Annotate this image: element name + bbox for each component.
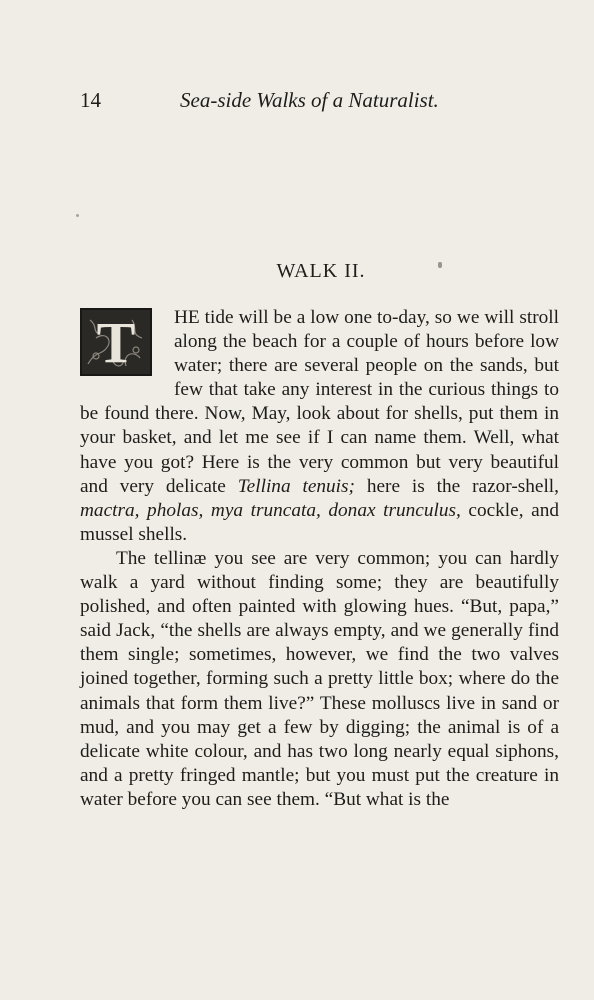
- paragraph-1-text-b: here is the razor-shell,: [354, 475, 559, 497]
- paper-speck: [76, 214, 79, 217]
- body-text: [80, 306, 559, 812]
- species-name: Tellina tenuis;: [237, 475, 355, 497]
- drop-cap: [80, 308, 162, 380]
- page-header: [80, 88, 560, 118]
- paragraph-1: [80, 306, 559, 547]
- page-number: 14: [80, 88, 101, 112]
- paragraph-1-text-a: HE tide will be a low one to-day, so we will stroll along the beach for a couple of hours before low water; there are several people on the sands, but few that take any interest in the curious things to be found there. Now, May, look about for shells, put them in your basket, and let me see if I can name them. Well, what have you got? Here is the very common but very beautiful and very delicate: [80, 307, 559, 497]
- chapter-title: WALK II.: [276, 260, 366, 282]
- species-list: mactra, pholas, mya truncata, donax trunculus,: [80, 499, 461, 521]
- paragraph-2: The tellinæ you see are very common; you can hardly walk a yard without finding some; they are beautifully polished, and often painted with glowing hues. “But, papa,” said Jack, “the shells are always empty, and we generally find them single; sometimes, however, we find the two valves joined together, forming such a pretty little box; where do the animals that form them live?” These molluscs live in sand or mud, and you may get a few by digging; the animal is of a delicate white colour, and has two long nearly equal siphons, and a pretty fringed mantle; but you must put the creature in water before you can see them. “But what is the: [80, 547, 559, 810]
- drop-cap-letter: T: [96, 310, 136, 375]
- paragraph-1-text-c: cockle, and mussel shells.: [80, 499, 559, 545]
- running-head: Sea-side Walks of a Naturalist.: [180, 88, 439, 112]
- ornamental-initial-icon: [80, 308, 152, 376]
- paper-speck: [438, 262, 442, 268]
